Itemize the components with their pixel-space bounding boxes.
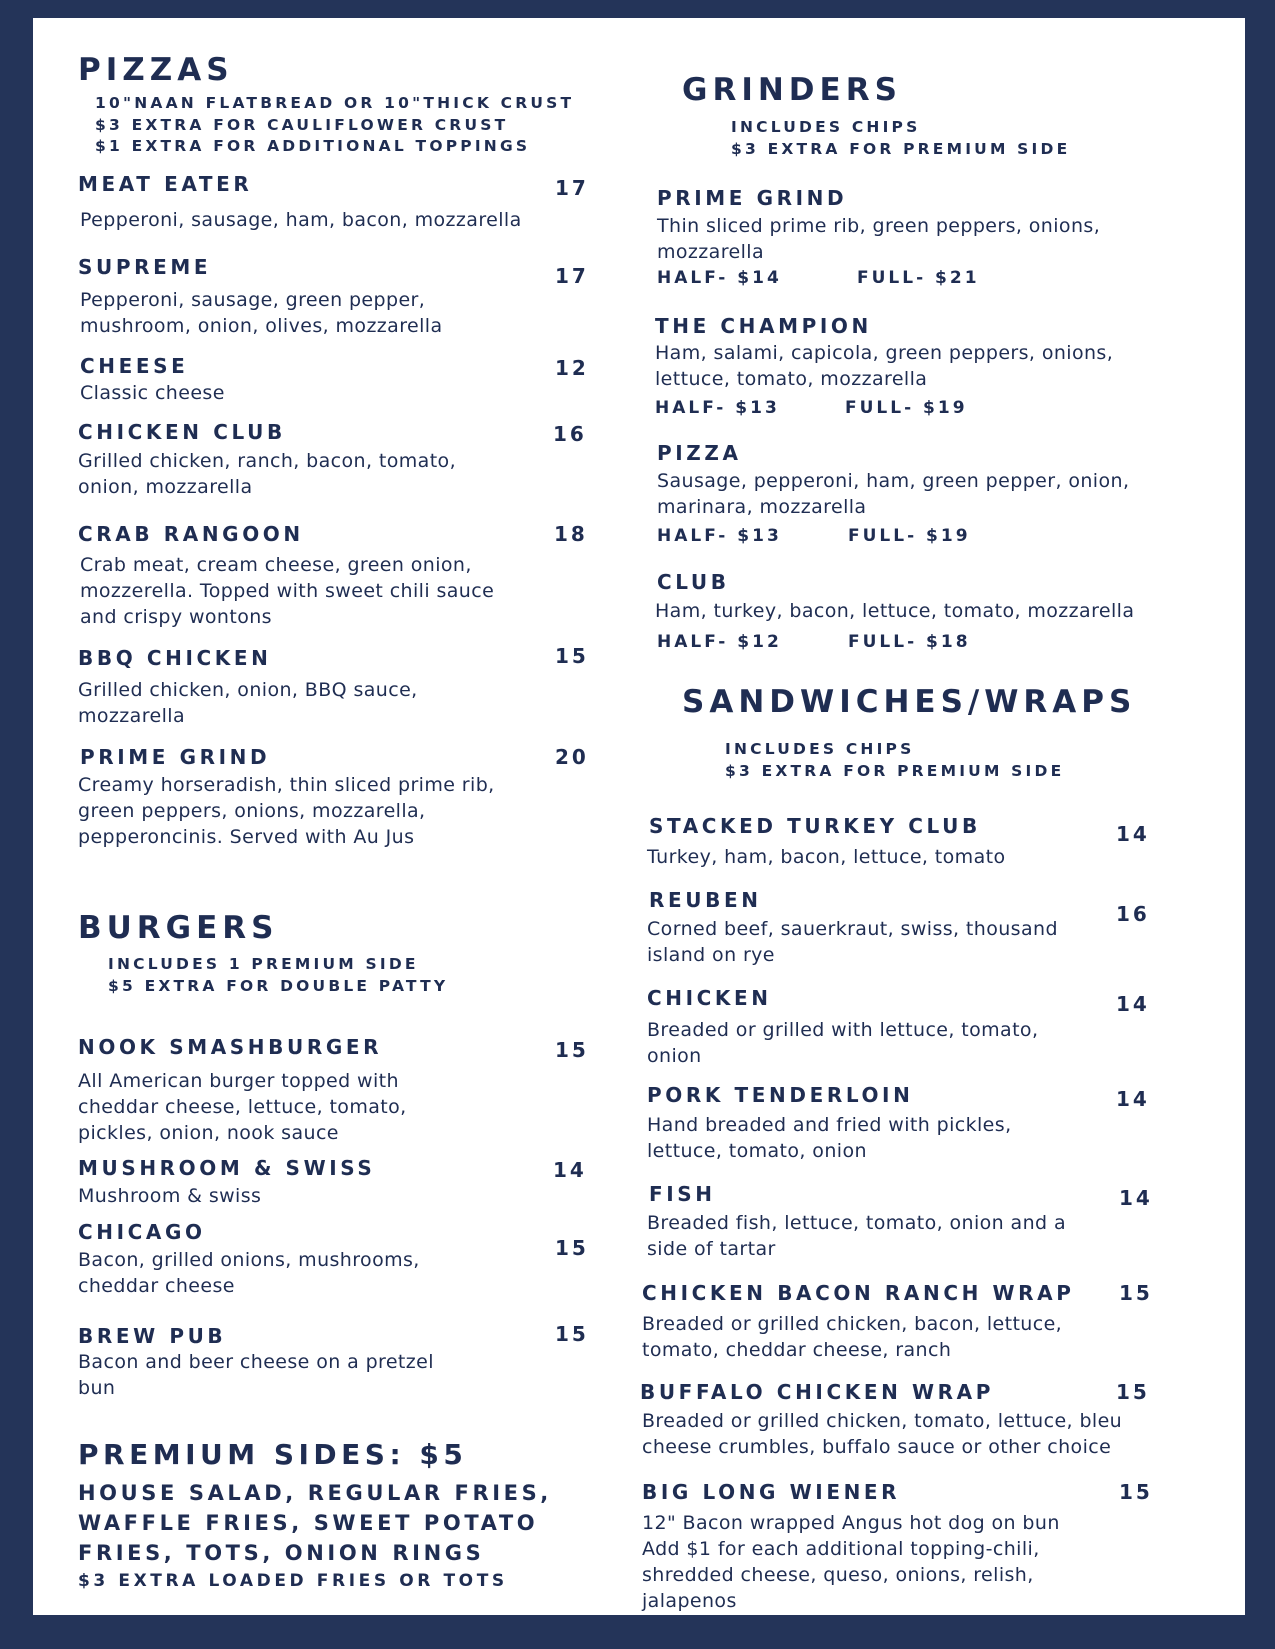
burgers-note-2: $5 EXTRA FOR DOUBLE PATTY	[108, 977, 449, 995]
sandwich-name-pork-tenderloin: PORK TENDERLOIN	[647, 1083, 914, 1107]
burger-price-nook-smashburger: 15	[555, 1038, 589, 1062]
pizza-name-chicken-club: CHICKEN CLUB	[78, 420, 286, 444]
sandwich-desc-stacked-turkey-club: Turkey, ham, bacon, lettuce, tomato	[647, 846, 1006, 868]
grinder-half-pizza: HALF- $13	[657, 526, 782, 546]
burger-name-nook-smashburger: NOOK SMASHBURGER	[78, 1035, 383, 1059]
sandwich-price-big-long-wiener: 15	[1119, 1480, 1153, 1504]
pizzas-note-2: $3 EXTRA FOR CAULIFLOWER CRUST	[95, 116, 509, 134]
sandwich-desc-chicken: Breaded or grilled with lettuce, tomato, onion	[647, 1019, 1039, 1067]
sandwich-desc-chicken-bacon-ranch-wrap: Breaded or grilled chicken, bacon, lettuce, tomato, cheddar cheese, ranch	[642, 1313, 1063, 1361]
pizza-name-crab-rangoon: CRAB RANGOON	[78, 522, 304, 546]
pizza-name-supreme: SUPREME	[78, 255, 212, 279]
sandwiches-title: SANDWICHES/WRAPS	[682, 684, 1137, 720]
grinder-name-pizza: PIZZA	[657, 441, 742, 465]
grinder-name-prime-grind: PRIME GRIND	[657, 186, 848, 210]
sandwich-desc-pork-tenderloin: Hand breaded and fried with pickles, lettuce, tomato, onion	[647, 1114, 1012, 1162]
grinder-desc-club: Ham, turkey, bacon, lettuce, tomato, mozzarella	[655, 600, 1135, 622]
sandwich-desc-big-long-wiener: 12" Bacon wrapped Angus hot dog on bun Add $1 for each additional topping-chili, shredded cheese, queso, onions, relish, jalapenos	[642, 1512, 1060, 1612]
premium-sides-line-3: FRIES, TOTS, ONION RINGS	[78, 1541, 485, 1565]
burger-desc-mushroom-swiss: Mushroom & swiss	[78, 1185, 262, 1207]
grinder-half-club: HALF- $12	[657, 632, 782, 652]
grinders-title: GRINDERS	[682, 72, 902, 108]
grinder-half-the-champion: HALF- $13	[655, 398, 780, 418]
pizza-desc-chicken-club: Grilled chicken, ranch, bacon, tomato, onion, mozzarella	[78, 450, 457, 498]
menu-page	[33, 18, 1245, 1615]
pizza-price-cheese: 12	[555, 356, 589, 380]
grinder-desc-prime-grind: Thin sliced prime rib, green peppers, onions, mozzarella	[657, 215, 1101, 263]
sandwich-price-pork-tenderloin: 14	[1116, 1087, 1150, 1111]
pizza-price-supreme: 17	[555, 264, 589, 288]
pizza-price-crab-rangoon: 18	[554, 522, 588, 546]
burger-desc-chicago: Bacon, grilled onions, mushrooms, cheddar cheese	[78, 1249, 420, 1297]
pizzas-note-1: 10"NAAN FLATBREAD OR 10"THICK CRUST	[95, 94, 575, 112]
pizzas-title: PIZZAS	[78, 52, 234, 88]
sandwich-price-chicken-bacon-ranch-wrap: 15	[1119, 1281, 1153, 1305]
burger-price-chicago: 15	[555, 1236, 589, 1260]
sandwich-name-chicken-bacon-ranch-wrap: CHICKEN BACON RANCH WRAP	[642, 1281, 1075, 1305]
premium-sides-note: $3 EXTRA LOADED FRIES OR TOTS	[78, 1571, 508, 1591]
burger-name-chicago: CHICAGO	[78, 1220, 206, 1244]
sandwich-price-stacked-turkey-club: 14	[1116, 822, 1150, 846]
sandwich-desc-buffalo-chicken-wrap: Breaded or grilled chicken, tomato, lettuce, bleu cheese crumbles, buffalo sauce or other choice	[642, 1410, 1123, 1458]
grinder-full-club: FULL- $18	[848, 632, 971, 652]
burgers-title: BURGERS	[78, 910, 279, 946]
burgers-note-1: INCLUDES 1 PREMIUM SIDE	[108, 955, 419, 973]
pizza-name-bbq-chicken: BBQ CHICKEN	[78, 646, 272, 670]
sandwich-name-fish: FISH	[649, 1182, 716, 1206]
pizza-price-chicken-club: 16	[553, 422, 587, 446]
pizza-name-cheese: CHEESE	[80, 354, 189, 378]
pizza-name-meat-eater: MEAT EATER	[78, 172, 253, 196]
sandwich-name-chicken: CHICKEN	[647, 986, 772, 1010]
grinder-desc-pizza: Sausage, pepperoni, ham, green pepper, onion, marinara, mozzarella	[657, 470, 1130, 518]
burger-desc-brew-pub: Bacon and beer cheese on a pretzel bun	[78, 1351, 434, 1399]
burger-name-mushroom-swiss: MUSHROOM & SWISS	[78, 1156, 376, 1180]
premium-sides-line-1: HOUSE SALAD, REGULAR FRIES,	[78, 1481, 552, 1505]
grinder-name-club: CLUB	[657, 570, 730, 594]
pizzas-note-3: $1 EXTRA FOR ADDITIONAL TOPPINGS	[95, 137, 531, 155]
pizza-desc-bbq-chicken: Grilled chicken, onion, BBQ sauce, mozzarella	[78, 679, 418, 727]
grinder-full-the-champion: FULL- $19	[845, 398, 968, 418]
sandwiches-note-2: $3 EXTRA FOR PREMIUM SIDE	[725, 762, 1065, 780]
sandwich-name-buffalo-chicken-wrap: BUFFALO CHICKEN WRAP	[640, 1380, 994, 1404]
sandwich-price-chicken: 14	[1116, 992, 1150, 1016]
grinder-full-pizza: FULL- $19	[848, 526, 971, 546]
pizza-desc-supreme: Pepperoni, sausage, green pepper, mushroom, onion, olives, mozzarella	[80, 289, 443, 337]
burger-price-brew-pub: 15	[555, 1322, 589, 1346]
grinder-half-prime-grind: HALF- $14	[657, 268, 782, 288]
sandwich-desc-reuben: Corned beef, sauerkraut, swiss, thousand island on rye	[647, 918, 1058, 966]
pizza-price-bbq-chicken: 15	[555, 644, 589, 668]
pizza-desc-prime-grind: Creamy horseradish, thin sliced prime rib, green peppers, onions, mozzarella, pepperoncinis. Served with Au Jus	[78, 774, 495, 848]
premium-sides-title: PREMIUM SIDES: $5	[78, 1438, 468, 1471]
pizza-desc-meat-eater: Pepperoni, sausage, ham, bacon, mozzarella	[80, 209, 522, 231]
grinder-name-the-champion: THE CHAMPION	[655, 314, 872, 338]
sandwich-price-fish: 14	[1119, 1186, 1153, 1210]
grinders-note-1: INCLUDES CHIPS	[731, 118, 921, 136]
grinders-note-2: $3 EXTRA FOR PREMIUM SIDE	[731, 140, 1071, 158]
pizza-price-meat-eater: 17	[555, 176, 589, 200]
burger-name-brew-pub: BREW PUB	[78, 1324, 227, 1348]
sandwich-name-stacked-turkey-club: STACKED TURKEY CLUB	[649, 814, 981, 838]
burger-price-mushroom-swiss: 14	[553, 1158, 587, 1182]
sandwich-name-reuben: REUBEN	[649, 888, 762, 912]
sandwiches-note-1: INCLUDES CHIPS	[725, 740, 915, 758]
grinder-desc-the-champion: Ham, salami, capicola, green peppers, onions, lettuce, tomato, mozzarella	[655, 342, 1114, 390]
burger-desc-nook-smashburger: All American burger topped with cheddar cheese, lettuce, tomato, pickles, onion, nook sauce	[78, 1070, 407, 1144]
sandwich-desc-fish: Breaded fish, lettuce, tomato, onion and a side of tartar	[647, 1212, 1066, 1260]
pizza-desc-crab-rangoon: Crab meat, cream cheese, green onion, mozzerella. Topped with sweet chili sauce and crispy wontons	[80, 554, 495, 628]
sandwich-price-reuben: 16	[1116, 902, 1150, 926]
pizza-price-prime-grind: 20	[555, 745, 589, 769]
sandwich-name-big-long-wiener: BIG LONG WIENER	[642, 1480, 901, 1504]
grinder-full-prime-grind: FULL- $21	[857, 268, 980, 288]
sandwich-price-buffalo-chicken-wrap: 15	[1116, 1380, 1150, 1404]
pizza-name-prime-grind: PRIME GRIND	[80, 745, 271, 769]
pizza-desc-cheese: Classic cheese	[80, 382, 225, 404]
premium-sides-line-2: WAFFLE FRIES, SWEET POTATO	[78, 1511, 539, 1535]
